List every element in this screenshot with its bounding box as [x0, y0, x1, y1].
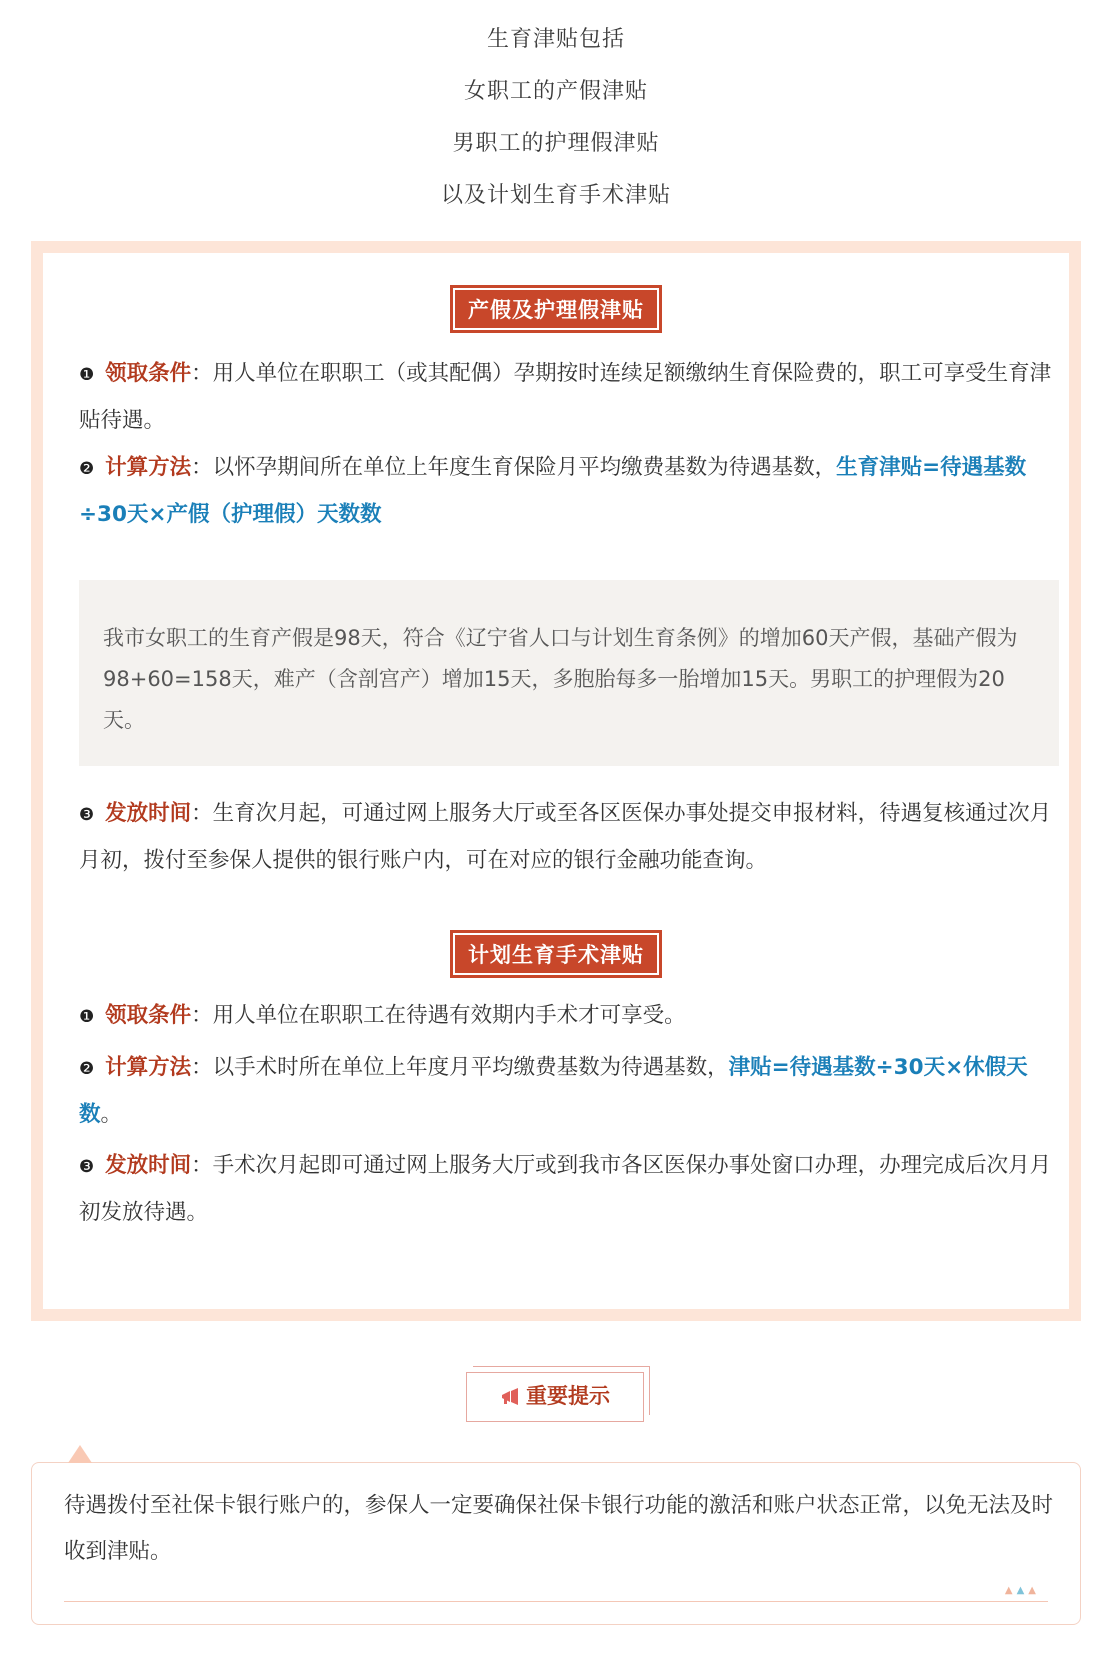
intro-line: 以及计划生育手术津贴: [440, 183, 671, 208]
important-tip-badge: [466, 1372, 644, 1422]
intro-text: [0, 0, 1112, 222]
calculation-text: ：以手术时所在单位上年度月平均缴费基数为待遇基数，: [191, 1055, 729, 1080]
maternity-leave-note: 我市女职工的生育产假是98天，符合《辽宁省人口与计划生育条例》的增加60天产假，基础产假为98+60=158天，难产（含剖宫产）增加15天，多胞胎每多一胎增加15天。男职工的护理假为20天。: [79, 580, 1059, 766]
number-1-icon: ❶: [79, 365, 95, 385]
surgery-payment-time: [79, 1143, 1059, 1236]
divider: [64, 1601, 1048, 1602]
panel-content: [43, 253, 1069, 1309]
section-title-maternity: 产假及护理假津贴: [450, 285, 662, 333]
conditions-text: ：用人单位在职职工（或其配偶）孕期按时连续足额缴纳生育保险费的，职工可享受生育津贴待遇。: [79, 361, 1052, 433]
conditions-label: 领取条件: [105, 1003, 192, 1028]
triangle-decoration-icon: ▲▲▲: [1004, 1585, 1040, 1596]
surgery-calculation: [79, 1045, 1059, 1138]
important-tip-box: [31, 1462, 1081, 1625]
calculation-label: 计算方法: [105, 455, 192, 480]
intro-line: 生育津贴包括: [486, 27, 625, 52]
number-3-icon: ❸: [79, 805, 95, 825]
important-tip-text: 待遇拨付至社保卡银行账户的，参保人一定要确保社保卡银行功能的激活和账户状态正常，以免无法及时收到津贴。: [64, 1493, 1054, 1564]
conditions-label: 领取条件: [105, 361, 192, 386]
number-3-icon: ❸: [79, 1157, 95, 1177]
calculation-formula: 津贴=待遇基数÷30天×休假天数: [79, 1055, 1028, 1127]
corner-triangle-icon: [68, 1445, 92, 1463]
maternity-payment-time: [79, 791, 1059, 884]
calculation-label: 计算方法: [105, 1055, 192, 1080]
intro-line: 男职工的护理假津贴: [452, 131, 660, 156]
calculation-text: ：以怀孕期间所在单位上年度生育保险月平均缴费基数为待遇基数，: [191, 455, 837, 480]
payment-time-text: ：生育次月起，可通过网上服务大厅或至各区医保办事处提交申报材料，待遇复核通过次月月初，拨付至参保人提供的银行账户内，可在对应的银行金融功能查询。: [79, 801, 1052, 873]
subsidy-panel: [31, 241, 1081, 1321]
payment-time-text: ：手术次月起即可通过网上服务大厅或到我市各区医保办事处窗口办理，办理完成后次月月初发放待遇。: [79, 1153, 1052, 1225]
number-2-icon: ❷: [79, 1059, 95, 1079]
maternity-conditions: [79, 351, 1059, 444]
important-tip-title: 重要提示: [526, 1384, 610, 1408]
number-1-icon: ❶: [79, 1007, 95, 1027]
number-2-icon: ❷: [79, 459, 95, 479]
conditions-text: ：用人单位在职职工在待遇有效期内手术才可享受。: [191, 1003, 686, 1028]
payment-time-label: 发放时间: [105, 801, 192, 826]
calculation-tail: 。: [100, 1102, 123, 1127]
calculation-formula: 生育津贴=待遇基数÷30天×产假（护理假）天数数: [79, 455, 1027, 527]
maternity-calculation: [79, 445, 1059, 538]
surgery-conditions: [79, 993, 1059, 1040]
intro-line: 女职工的产假津贴: [463, 79, 648, 104]
section-title-surgery: 计划生育手术津贴: [450, 930, 662, 978]
payment-time-label: 发放时间: [105, 1153, 192, 1178]
megaphone-icon: [500, 1388, 522, 1406]
